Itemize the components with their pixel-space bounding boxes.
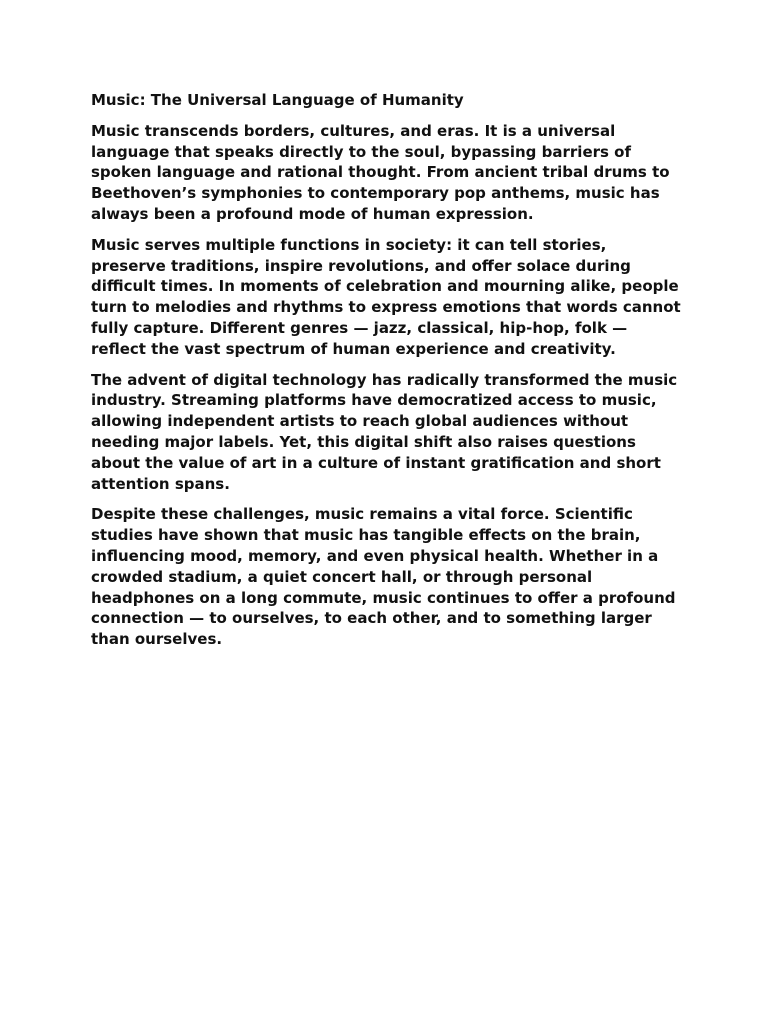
paragraph-3: The advent of digital technology has radically transformed the music industry. Streaming platforms have democratized access to music, allowing independent artists to reach global audiences without needing major labels. Yet, this digital shift also raises questions about the value of art in a culture of instant gratification and short attention spans. <box>91 370 678 493</box>
paragraph-2: Music serves multiple functions in society: it can tell stories, preserve traditions, inspire revolutions, and offer solace during difficult times. In moments of celebration and mourning alike, people turn to melodies and rhythms to express emotions that words cannot fully capture. Different genres — jazz, classical, hip-hop, folk — reflect the vast spectrum of human experience and creativity. <box>91 235 681 358</box>
document-page <box>91 90 681 660</box>
paragraph-4: Despite these challenges, music remains a vital force. Scientific studies have shown that music has tangible effects on the brain, influencing mood, memory, and even physical health. Whether in a crowded stadium, a quiet concert hall, or through personal headphones on a long commute, music continues to offer a profound connection — to ourselves, to each other, and to something larger than ourselves. <box>91 505 676 649</box>
paragraph-1: Music transcends borders, cultures, and eras. It is a universal language that speaks directly to the soul, bypassing barriers of spoken language and rational thought. From ancient tribal drums to Beethoven’s symphonies to contemporary pop anthems, music has always been a profound mode of human expression. <box>91 121 670 223</box>
document-title: Music: The Universal Language of Humanity <box>91 91 464 109</box>
